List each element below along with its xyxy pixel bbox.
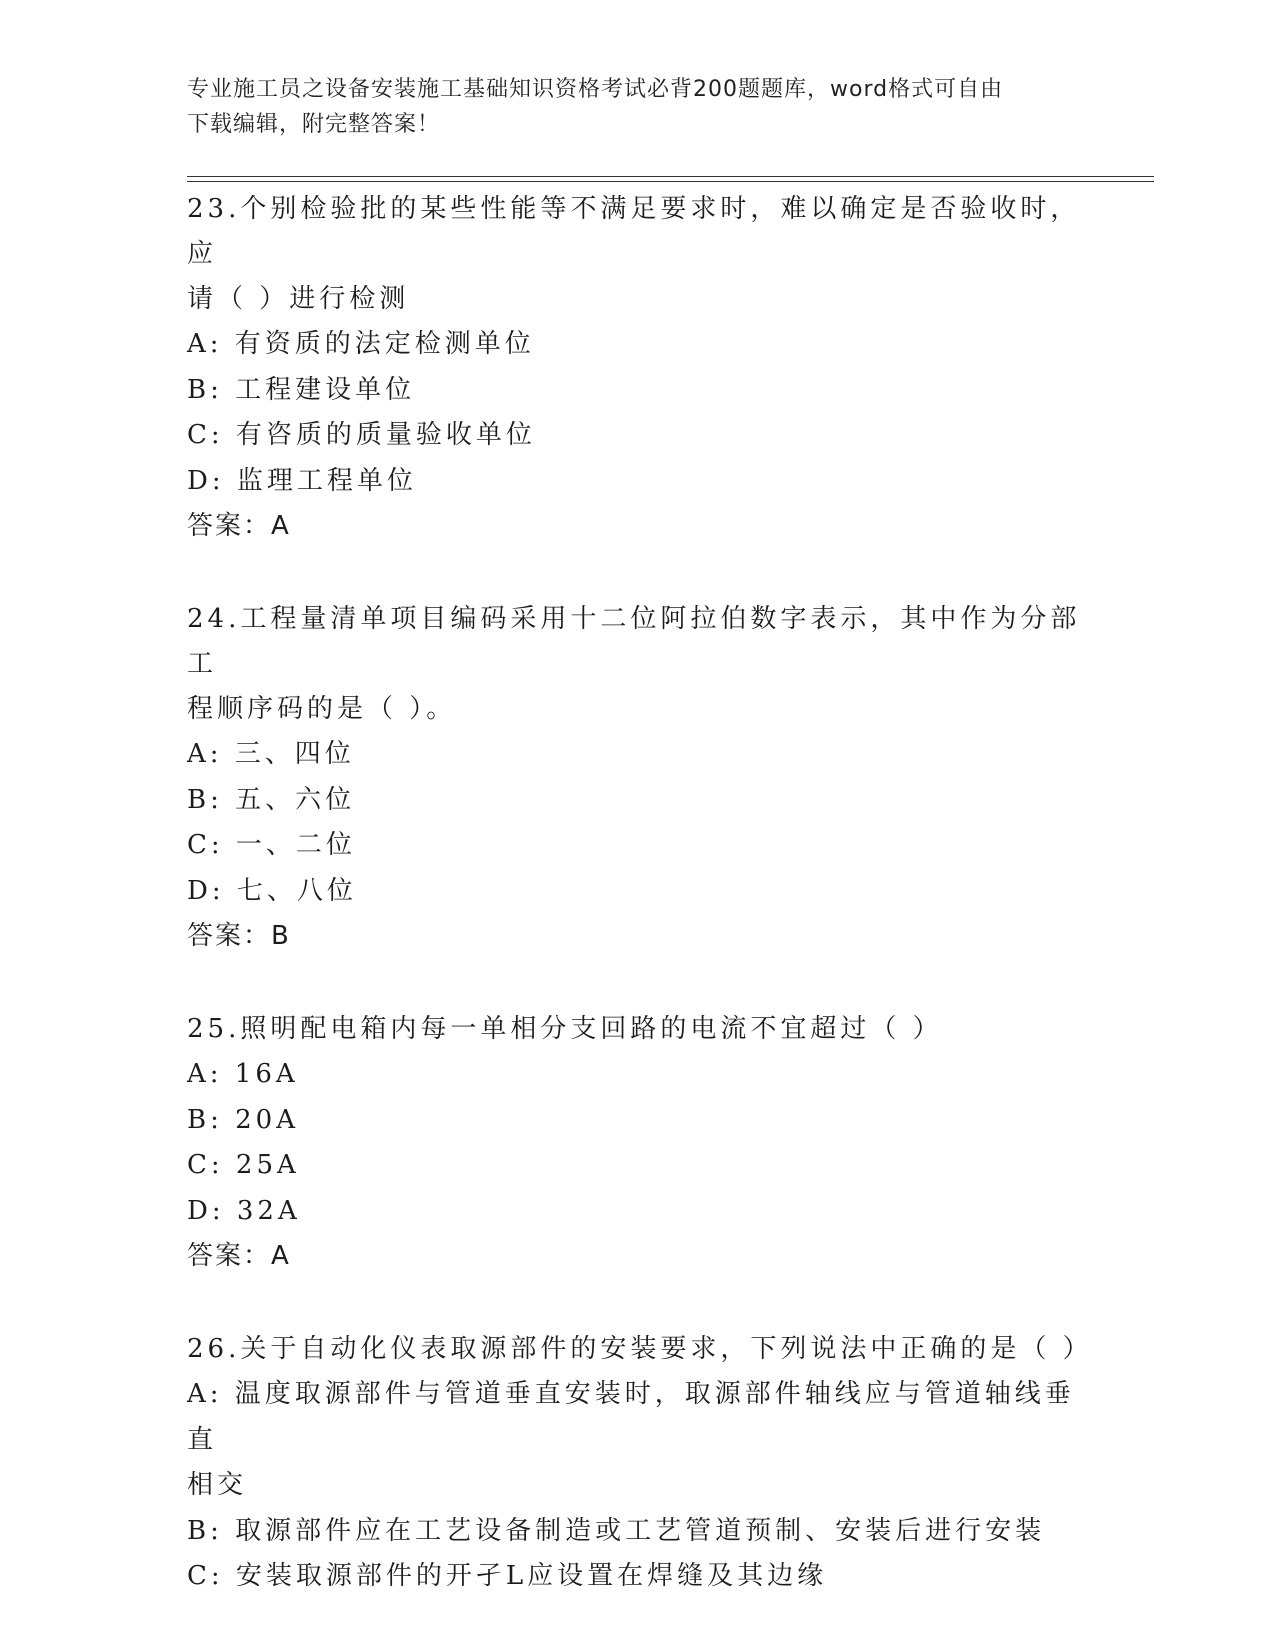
question-23 [187,187,1087,549]
question-text: 24.工程量清单项目编码采用十二位阿拉伯数字表示，其中作为分部工 [187,604,1081,679]
option-b: B: 20A [187,1104,299,1135]
question-text: 25.照明配电箱内每一单相分支回路的电流不宜超过（ ） [187,1014,943,1044]
option-c: C: 安装取源部件的开孑L应设置在焊缝及其边缘 [187,1561,828,1591]
option-c: C: 25A [187,1150,300,1180]
option-a: A: 三、四位 [187,739,355,769]
option-a: A: 16A [187,1059,299,1089]
option-d: D: 32A [187,1195,301,1226]
question-text: 23.个别检验批的某些性能等不满足要求时，难以确定是否验收时，应 [187,194,1081,269]
spacer [187,549,1087,597]
option-c: C: 有咨质的质量验收单位 [187,420,536,450]
option-d: D: 七、八位 [187,875,357,906]
question-list [187,187,1093,1600]
option-b: B: 取源部件应在工艺设备制造或工艺管道预制、安装后进行安装 [187,1515,1046,1546]
option-a-continued: 相交 [187,1470,248,1500]
answer: 答案：B [187,921,291,951]
option-c: C: 一、二位 [187,830,356,860]
option-b: B: 五、六位 [187,784,356,815]
question-text: 26.关于自动化仪表取源部件的安装要求，下列说法中正确的是（ ） [187,1334,1093,1364]
header-divider-top [187,176,1154,177]
spacer [187,959,1087,1007]
option-b: B: 工程建设单位 [187,374,416,405]
option-a: A: 温度取源部件与管道垂直安装时，取源部件轴线应与管道轴线垂直 [187,1379,1075,1455]
option-d: D: 监理工程单位 [187,465,417,496]
option-a: A: 有资质的法定检测单位 [187,329,535,359]
spacer [187,1279,1087,1327]
header-divider-bottom [187,181,1154,182]
question-25 [187,1007,1087,1279]
header-line-1: 专业施工员之设备安装施工基础知识资格考试必背200题题库，word格式可自由 [187,77,1004,102]
answer: 答案：A [187,511,291,541]
question-text-continued: 程顺序码的是（ ）。 [187,694,457,724]
document-header [187,72,1067,142]
question-text-continued: 请（ ）进行检测 [187,284,410,314]
header-line-2: 下载编辑，附完整答案！ [187,112,441,137]
answer: 答案：A [187,1241,291,1271]
question-26 [187,1327,1093,1600]
question-24 [187,597,1087,959]
